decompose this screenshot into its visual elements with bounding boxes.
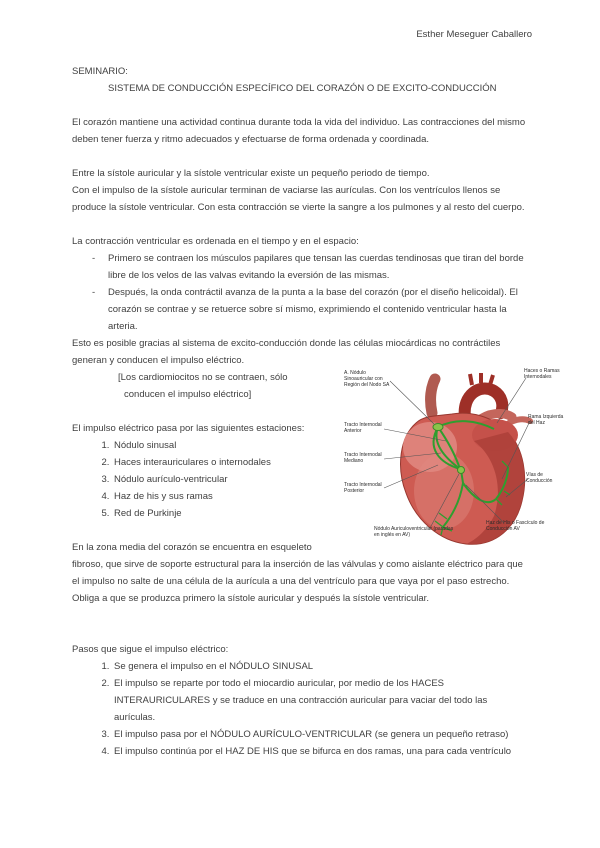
document-title: SISTEMA DE CONDUCCIÓN ESPECÍFICO DEL CORAZÓN O DE EXCITO-CONDUCCIÓN [108, 83, 497, 94]
station-item: 3. Nódulo aurículo-ventricular [112, 471, 532, 488]
station-item: 4. Haz de his y sus ramas [112, 488, 532, 505]
diagram-label-tract-posterior: Tracto Internodal Posterior [344, 482, 382, 494]
step-item: 3. El impulso pasa por el NÓDULO AURÍCULO-VENTRICULAR (se genera un pequeño retraso) [112, 726, 522, 743]
diagram-label-av-node: Nódulo Auriculoventricular (paradas en inglés en AV) [374, 526, 454, 538]
heart-conduction-diagram [344, 369, 570, 553]
contraction-dash-list [72, 250, 532, 335]
step-item: 1. Se genera el impulso en el NÓDULO SINUSAL [112, 658, 522, 675]
station-item: 2. Haces interauriculares o internodales [112, 454, 532, 471]
paragraph-contraction-intro: La contracción ventricular es ordenada en el tiempo y en el espacio: [72, 236, 359, 247]
paragraph-excito-conduction: Esto es posible gracias al sistema de excito-conducción donde las células miocárdicas no contráctiles generan y conducen el impulso eléctrico. [72, 338, 501, 366]
step-item: 4. El impulso continúa por el HAZ DE HIS que se bifurca en dos ramas, una para cada ventrículo [112, 743, 522, 760]
diagram-label-internodal-bundles: Haces o Ramas Internodales [524, 368, 560, 380]
paragraph-intro: El corazón mantiene una actividad continua durante toda la vida del individuo. Las contracciones del mismo deben tener fuerza y ritmo adecuados y efectuarse de forma ordenada y coordinada. [72, 117, 526, 145]
impulse-steps-list [72, 658, 522, 760]
steps-intro: Pasos que sigue el impulso eléctrico: [72, 644, 229, 655]
stations-intro: El impulso eléctrico pasa por las siguientes estaciones: [72, 423, 305, 434]
diagram-label-left-branch: Rama Izquierda del Haz [528, 414, 564, 426]
seminar-label: SEMINARIO: [72, 66, 128, 77]
diagram-label-tract-median: Tracto Internodal Mediano [344, 452, 382, 464]
step-item: 2. El impulso se reparte por todo el miocardio auricular, por medio de los HACES INTERAURICULARES y se traduce en una contracción auricular para vaciar del todo las aurículas. [112, 675, 522, 726]
list-item: - Después, la onda contráctil avanza de la punta a la base del corazón (por el diseño helicoidal). El corazón se contrae y se retuerce sobre sí mismo, exprimiendo el contenido ventricular hasta la arteria. [72, 284, 532, 335]
diagram-label-tract-anterior: Tracto Internodal Anterior [344, 422, 382, 434]
page-header-author: Esther Meseguer Caballero [416, 29, 532, 40]
paragraph-systole-1: Entre la sístole auricular y la sístole ventricular existe un pequeño periodo de tiempo. [72, 168, 430, 179]
paragraph-systole-2: Con el impulso de la sístole auricular terminan de vaciarse las aurículas. Con los ventrículos llenos se produce la sístole ventricular. Con esta contracción se vierte la sangre a los pulmones y al resto del cuerpo. [72, 185, 525, 213]
diagram-label-conduction-paths: Vías de Conducción [526, 472, 553, 484]
note-line-1: [Los cardiomiocitos no se contraen, sólo [118, 372, 288, 383]
station-item: 5. Red de Purkinje [112, 505, 532, 522]
list-item: - Primero se contraen los músculos papilares que tensan las cuerdas tendinosas que tiran del borde libre de los velos de las valvas evitando la eversión de las mismas. [72, 250, 532, 284]
note-line-2: conducen el impulso eléctrico] [124, 389, 252, 400]
station-item: 1. Nódulo sinusal [112, 437, 532, 454]
diagram-label-his-bundle: Haz de His o Fascículo de Conducción AV [486, 520, 545, 532]
diagram-label-sa-node: A. Nódulo Sinoauricular con Región del Nodo SA [344, 370, 390, 388]
paragraph-fibrous-skeleton: En la zona media del corazón se encuentra en esqueleto fibroso, que sirve de soporte estructural para la inserción de las válvulas y como aislante eléctrico para que el impulso no salte de una célula de la aurícula a una del ventrículo para que vaya por el paso estrecho. Obliga a que se produzca primero la sístole auricular y después la sístole ventricular. [72, 542, 523, 604]
